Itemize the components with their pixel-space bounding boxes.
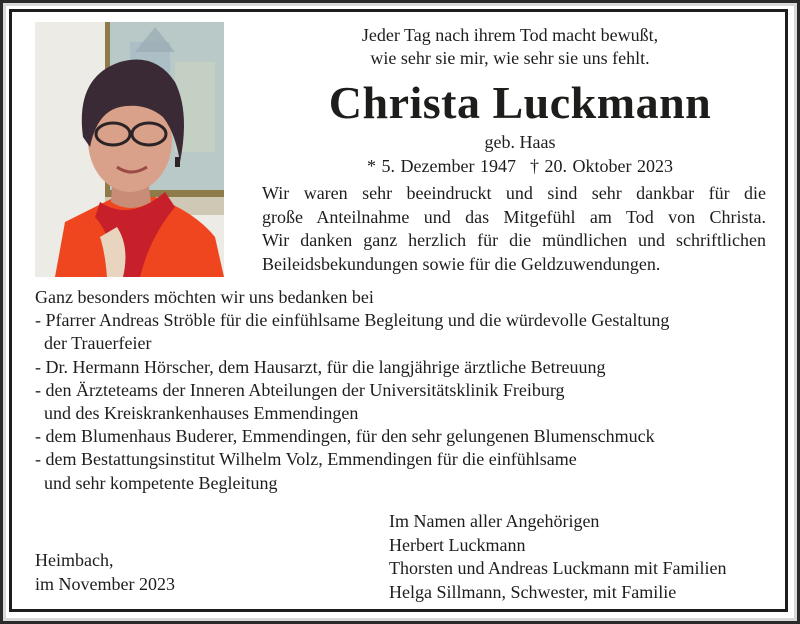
thanks-line: Wir waren sehr beeindruckt und sind sehr dankbar für die bbox=[262, 183, 766, 203]
place-and-date bbox=[35, 549, 285, 596]
list-item: - Dr. Hermann Hörscher, dem Hausarzt, für die langjährige ärztliche Betreuung bbox=[35, 356, 606, 377]
special-thanks-list bbox=[35, 286, 775, 495]
list-item-continuation: der Trauerfeier bbox=[44, 333, 152, 354]
list-item: - dem Blumenhaus Buderer, Emmendingen, für den sehr gelungenen Blumenschmuck bbox=[35, 426, 655, 447]
signer-intro: Im Namen aller Angehörigen bbox=[389, 511, 600, 531]
memorial-motto bbox=[300, 24, 720, 70]
thanks-paragraph bbox=[262, 182, 766, 276]
birth-date: * 5. Dezember 1947 bbox=[367, 156, 516, 176]
list-item: - Pfarrer Andreas Ströble für die einfühlsame Begleitung und die würdevolle Gestaltung bbox=[35, 310, 670, 331]
motto-line: Jeder Tag nach ihrem Tod macht bewußt, bbox=[361, 25, 659, 45]
thanks-line: Wir danken ganz herzlich für die mündlichen und schriftlichen bbox=[262, 230, 766, 250]
death-date: † 20. Oktober 2023 bbox=[529, 156, 673, 176]
place: Heimbach, bbox=[35, 550, 114, 570]
signer: Helga Sillmann, Schwester, mit Familie bbox=[389, 581, 677, 602]
list-item: - dem Bestattungsinstitut Wilhelm Volz, Emmendingen für die einfühlsame bbox=[35, 449, 577, 470]
signer: Thorsten und Andreas Luckmann mit Familien bbox=[389, 558, 727, 578]
portrait-photo bbox=[35, 22, 224, 277]
special-thanks-intro: Ganz besonders möchten wir uns bedanken bei bbox=[35, 287, 374, 307]
thanks-line: Beileidsbekundungen sowie für die Geldzuwendungen. bbox=[262, 253, 661, 274]
list-item: - den Ärzteteams der Inneren Abteilungen der Universitätsklinik Freiburg bbox=[35, 379, 565, 400]
month-year: im November 2023 bbox=[35, 573, 175, 594]
maiden-name: geb. Haas bbox=[484, 132, 556, 152]
list-item-continuation: und sehr kompetente Begleitung bbox=[44, 472, 278, 493]
signer: Herbert Luckmann bbox=[389, 534, 526, 555]
deceased-name: Christa Luckmann bbox=[328, 77, 712, 128]
signers-block bbox=[389, 510, 779, 604]
list-item-continuation: und des Kreiskrankenhauses Emmendingen bbox=[44, 403, 359, 424]
life-dates bbox=[260, 155, 780, 177]
motto-line: wie sehr sie mir, wie sehr sie uns fehlt. bbox=[370, 48, 650, 68]
thanks-line: große Anteilnahme und das Mitgefühl am Tod von Christa. bbox=[262, 206, 766, 227]
portrait-illustration-icon bbox=[35, 22, 224, 277]
